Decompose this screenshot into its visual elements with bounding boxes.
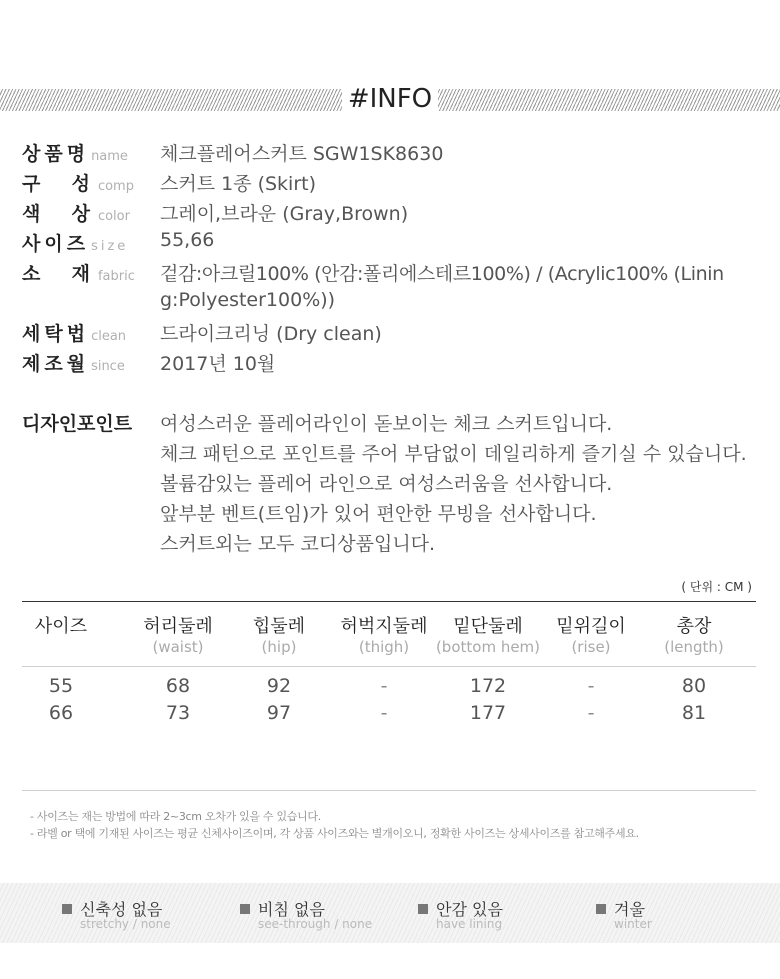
table-cell: 68	[165, 675, 191, 697]
spec-value-fabric: 겉감:아크릴100% (안감:폴리에스테르100%) / (Acrylic100% (Linin	[160, 263, 724, 285]
spec-value-since: 2017년 10월	[160, 353, 276, 375]
table-cell: -	[587, 675, 595, 697]
size-unit: ( 단위 : CM )	[681, 580, 752, 594]
table-cell: -	[587, 702, 595, 724]
table-bottom-rule	[22, 790, 756, 791]
spec-value-clean: 드라이크리닝 (Dry clean)	[160, 323, 382, 345]
design-line: 스커트외는 모두 코디상품입니다.	[160, 533, 436, 555]
square-bullet-icon	[596, 904, 606, 914]
square-bullet-icon	[62, 904, 72, 914]
feature-season-en: winter	[614, 917, 652, 931]
header-bottom-hem: 밑단둘레	[453, 616, 523, 637]
feature-stretch: 신축성 없음 stretchy / none	[62, 897, 162, 920]
table-cell: 73	[165, 702, 191, 724]
feature-seethrough-en: see-through / none	[258, 917, 373, 931]
design-line: 여성스러운 플레어라인이 돋보이는 체크 스커트입니다.	[160, 413, 613, 435]
table-cell: 97	[266, 702, 292, 724]
table-cell: 177	[469, 702, 507, 724]
spec-label-since: 제조월 since	[22, 353, 125, 375]
header-length: 총장	[676, 616, 712, 637]
table-cell: 66	[48, 702, 74, 724]
table-cell: 92	[266, 675, 292, 697]
design-point-lines	[160, 409, 747, 559]
feature-seethrough: 비침 없음 see-through / none	[240, 897, 325, 920]
header-size: 사이즈	[34, 616, 88, 637]
header-thigh-en: (thigh)	[358, 638, 410, 656]
feature-season: 겨울 winter	[596, 897, 645, 920]
info-title-wrap	[0, 84, 780, 114]
header-hip: 힙둘레	[252, 616, 306, 637]
table-cell: 55	[48, 675, 74, 697]
feature-lining-en: have lining	[436, 917, 503, 931]
info-title: #INFO	[342, 84, 438, 114]
design-line: 앞부분 벤트(트임)가 있어 편안한 무빙을 선사합니다.	[160, 503, 597, 525]
header-bottom-hem-en: (bottom hem)	[435, 638, 541, 656]
table-cell: -	[380, 702, 388, 724]
header-length-en: (length)	[664, 638, 724, 656]
spec-label-clean: 세탁법 clean	[22, 323, 127, 345]
size-note: - 라벨 or 택에 기재된 사이즈는 평균 신체사이즈이며, 각 상품 사이즈와는 별개이오니, 정확한 사이즈는 상세사이즈를 참고해주세요.	[30, 827, 639, 840]
table-cell: 80	[681, 675, 707, 697]
table-cell: 172	[469, 675, 507, 697]
design-line: 체크 패턴으로 포인트를 주어 부담없이 데일리하게 즐기실 수 있습니다.	[160, 443, 747, 465]
spec-value-comp: 스커트 1종 (Skirt)	[160, 173, 317, 195]
table-cell: 81	[681, 702, 707, 724]
spec-label-color: 색 상 color	[22, 203, 130, 225]
spec-label-comp: 구 성 comp	[22, 173, 134, 195]
feature-stretch-en: stretchy / none	[80, 917, 171, 931]
spec-label-fabric: 소 재 fabric	[22, 263, 135, 285]
size-note: - 사이즈는 재는 방법에 따라 2~3cm 오차가 있을 수 있습니다.	[30, 810, 321, 823]
table-header-rule	[22, 666, 756, 667]
header-thigh: 허벅지둘레	[340, 616, 428, 637]
square-bullet-icon	[240, 904, 250, 914]
header-waist: 허리둘레	[143, 616, 213, 637]
design-line: 볼륨감있는 플레어 라인으로 여성스러움을 선사합니다.	[160, 473, 613, 495]
design-point-label: 디자인포인트	[22, 413, 133, 435]
header-rise: 밑위길이	[556, 616, 626, 637]
header-hip-en: (hip)	[261, 638, 297, 656]
header-waist-en: (waist)	[152, 638, 204, 656]
header-rise-en: (rise)	[571, 638, 611, 656]
table-top-rule	[22, 601, 756, 602]
spec-value-color: 그레이,브라운 (Gray,Brown)	[160, 203, 409, 225]
spec-value-name: 체크플레어스커트 SGW1SK8630	[160, 143, 444, 165]
spec-label-size: 사이즈 size	[22, 233, 129, 255]
spec-value-size: 55,66	[160, 229, 215, 251]
table-cell: -	[380, 675, 388, 697]
feature-lining: 안감 있음 have lining	[418, 897, 503, 920]
square-bullet-icon	[418, 904, 428, 914]
spec-label-name: 상품명 name	[22, 143, 128, 165]
spec-value-fabric-cont: g:Polyester100%))	[160, 289, 336, 311]
